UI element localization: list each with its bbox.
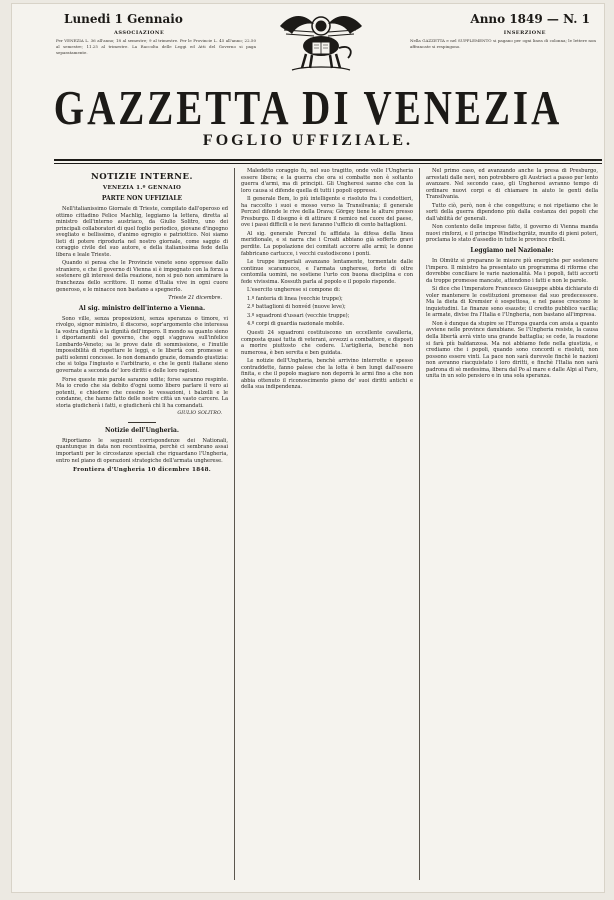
article-paragraph: Forse queste mie parole saranno udite; forse saranno respinte. Ma io credo che sia debito d'ogni uomo libero parlare il vero ai potenti, e chiedere che cessino le vessazioni, i balzelli e le condanne, che hanno fatto delle nostre città un vasto carcere. La storia giudicherà i fatti, e giudicherà chi li ha comandati. bbox=[56, 376, 228, 409]
masthead-title: GAZZETTA DI VENEZIA bbox=[53, 81, 563, 136]
article-paragraph: Il generale Bem, lo più intelligente e risoluto fra i condottieri, ha raccolto i suoi e mosso verso la Transilvania; il generale Perczel difende le rive della Drava; Görgey tiene le alture presso Presburgo. Il disegno è di attirare il nemico nel cuore del paese, ove i passi difficili e le nevi faranno l'ufficio di cento battaglioni. bbox=[241, 196, 413, 229]
part-title: Leggiamo nel Nazionale: bbox=[470, 247, 554, 255]
insertion-label: INSERZIONE bbox=[503, 30, 546, 36]
article-paragraph: Le notizie dell'Ungheria, benchè arrivino interrotte e spesso contraddette, fanno palese che la lotta è ben lungi dall'essere finita, e che il popolo magiaro non deporrà le armi fino a che non abbia ottenuto il riconoscimento pieno de' suoi diritti antichi e della sua indipendenza. bbox=[241, 358, 413, 391]
association-label: ASSOCIAZIONE bbox=[114, 30, 165, 36]
article-paragraph: Non contento delle imprese fatte, il governo di Vienna manda nuovi rinforzi, e il principe Windischgrätz, munito di pieni poteri, proclama lo stato d'assedio in tutte le province ribelli. bbox=[426, 224, 598, 244]
article-paragraph: Si dice che l'imperatore Francesco Giuseppe abbia dichiarato di voler mantenere le costituzioni promesse dal suo predecessore. Ma la dieta di Kremsier è sospettosa, e nel paese crescono le inquietudini. Le finanze sono esauste; il credito pubblico vacilla; le armate, divise fra l'Italia e l'Ungheria, non bastano all'impresa. bbox=[426, 286, 598, 319]
article-paragraph: Non è dunque da stupire se l'Europa guarda con ansia a quanto avviene nelle province danubiane. Se l'Ungheria resiste, la causa della libertà avrà vinto una grande battaglia; se cede, la reazione si farà più baldanzosa. Ma noi abbiamo fede nella giustizia, e crediamo che i popoli, quando sono concordi e risoluti, non possono essere vinti. La pace non sarà durevole finchè le nazioni non avranno riacquistato i loro diritti, e finchè l'Italia non sarà padrona di sè medesima, libera dal Po al mare e dalle Alpi al Faro, unita in un solo pensiero e in una sola speranza. bbox=[426, 320, 598, 380]
winged-lion-of-st-mark-icon bbox=[274, 8, 368, 78]
issue-number: Anno 1849 — N. 1 bbox=[470, 12, 590, 26]
list-item: 1.º fanteria di linea (vecchie truppe); bbox=[247, 295, 343, 302]
association-terms: Per VENEZIA L. 36 all'anno; 18 al semestre; 9 al trimestre. Per le Provincie L. 45 all'anno; 22.50 al semestre; 11.25 al trimestre. La Raccolta delle Leggi ed Atti del Governo si paga separatamente. bbox=[56, 38, 256, 55]
insertion-terms: Nella GAZZETTA e nel SUPPLEMENTO si pagano per ogni linea di colonna; le lettere non affrancate si respingono. bbox=[410, 38, 596, 49]
masthead-rule-thin bbox=[54, 163, 602, 164]
article-paragraph: Sono ville, senza proposizioni, senza speranza o timore, vi rivolgo, signor ministro, il discorso, sopr'argomento che interessa la vostra dignità e la dignità dell'impero. Il mondo sa quanto sieno i diportamenti del governo, che oggi s'aggrava sull'infelice Lombardo-Veneto; sa le prove date di sommissione, e l'inutile impossibilità di rispettare le leggi, e le libertà con promesse e patti solenni concesse. Io non domando grazie, domando giustizia: che si tolga l'ingiusto e l'arbitrario, e che le genti italiane sieno governate a seconda de' loro diritti e delle loro ragioni. bbox=[56, 315, 228, 375]
article-paragraph: Quando si pensa che le Provincie venete sono oppresse dallo straniero, e che il governo di Vienna si è impegnato con la forza a sostenere gli interessi della reazione, non si può non ammirare la franchezza dello scrittore. Il nome d'Italia vive in ogni cuore generoso, e le minacce non bastano a spegnerlo. bbox=[56, 260, 228, 293]
article-paragraph: Nel primo caso, ed avanzando anche la presa di Presburgo, arrestati dalle nevi, non potrebbero gli Austriaci a passo pur lento avanzare. Nel secondo caso, gli Ungheresi avranno tempo di ordinare nuovi corpi e di chiamare in aiuto le genti della Transilvania. bbox=[426, 168, 598, 201]
letter-title: Al sig. ministro dell'interno a Vienna. bbox=[78, 304, 206, 312]
article-paragraph: Nell'italianissimo Giornale di Trieste, compilato dall'operoso ed ottimo cittadino Felice Machlig, leggiamo la lettera, diretta al ministro dell'interno austriaco, da Giulio Solitro, uno dei principali collaboratori di quel foglio periodico, giovane d'ingegno svegliato e bellissimo, d'animo egregio e patriottico. Noi siamo lieti di potere riprodurla nel nostro giornale, come saggio di coraggio civile del suo autore, e della italianissima fede della libera e leale Trieste. bbox=[56, 206, 228, 258]
separator bbox=[128, 422, 156, 423]
dateline: Frontiera d'Ungheria 10 dicembre 1848. bbox=[72, 467, 212, 474]
article-paragraph: Al sig. generale Perczel fu affidata la difesa della linea meridionale, e si narra che i Croati abbiano già sofferto gravi perdite. La popolazione dei comitati accorre alle armi; le donne fabbricano cartucce, i vecchi custodiscono i ponti. bbox=[241, 230, 413, 257]
issue-date: Lunedi 1 Gennaio bbox=[64, 12, 183, 26]
part-title: PARTE NON UFFIZIALE bbox=[101, 195, 183, 202]
dateline: VENEZIA 1.º GENNAIO bbox=[102, 185, 182, 191]
article-paragraph: Questi 24 squadroni costituiscono un eccellente cavalleria, composta quasi tutta di veterani, avvezzi a combattere, e disposti a morire piuttosto che cedere. L'artiglieria, benchè non numerosa, è ben servita e ben guidata. bbox=[241, 330, 413, 356]
article-paragraph: Maledetto coraggio fu, nel suo tragitto, onde volle l'Ungheria essere libera; e la guerra che ora si combatte non è soltanto guerra d'armi, ma di principii. Gli Ungheresi sanno che con la loro causa si difende quella di tutti i popoli oppressi. bbox=[241, 168, 413, 194]
column-divider bbox=[234, 168, 235, 880]
section-title: NOTIZIE INTERNE. bbox=[91, 172, 193, 182]
article-paragraph: In Olmütz si preparano le misure più energiche per sostenere l'impero. Il ministro ha presentato un programma di riforme che dovrebbe conciliare le varie nazionalità. Ma i popoli, fatti accorti da troppe promesse mancate, attendono i fatti e non le parole. bbox=[426, 258, 598, 284]
article-heading: Notizie dell'Ungheria. bbox=[105, 426, 179, 434]
list-item: 3.º squadroni d'ussari (vecchie truppe); bbox=[247, 312, 350, 319]
list-item: 2.º battaglioni di honvéd (nuove leve); bbox=[247, 304, 346, 311]
newspaper-page bbox=[12, 4, 604, 892]
column-divider bbox=[419, 168, 420, 880]
signature: GIULIO SOLITRO. bbox=[177, 411, 222, 417]
masthead-subtitle: FOGLIO UFFIZIALE. bbox=[202, 132, 414, 149]
article-paragraph: Tutto ciò, però, non è che congettura; e noi ripetiamo che le sorti della guerra dipendono più dalla costanza dei popoli che dall'abilità de' generali. bbox=[426, 202, 598, 222]
letter-date: Trieste 21 dicembre. bbox=[168, 295, 222, 302]
article-paragraph: Riportiamo le seguenti corrispondenze dei Nationali, quantunque in data non recentissima, perchè ci sembrano assai importanti per le circostanze speciali che riguardano l'Ungheria, entro nel piano di operazioni strategiche dell'armata ungherese. bbox=[56, 437, 228, 464]
list-heading: L'esercito ungherese si compone di: bbox=[247, 287, 341, 294]
column-1 bbox=[56, 168, 228, 884]
list-item: 4.º corpi di guardia nazionale mobile. bbox=[247, 321, 345, 328]
article-paragraph: Le truppe imperiali avanzano lentamente, tormentate dalle continue scaramucce, e l'armata ungherese, forte di oltre centomila uomini, ne sostiene l'urto con buona disciplina e con fede vivissima. Kossuth parla al popolo e il popolo risponde. bbox=[241, 259, 413, 285]
column-2 bbox=[241, 168, 413, 884]
masthead-rule bbox=[54, 159, 602, 161]
column-3 bbox=[426, 168, 598, 884]
